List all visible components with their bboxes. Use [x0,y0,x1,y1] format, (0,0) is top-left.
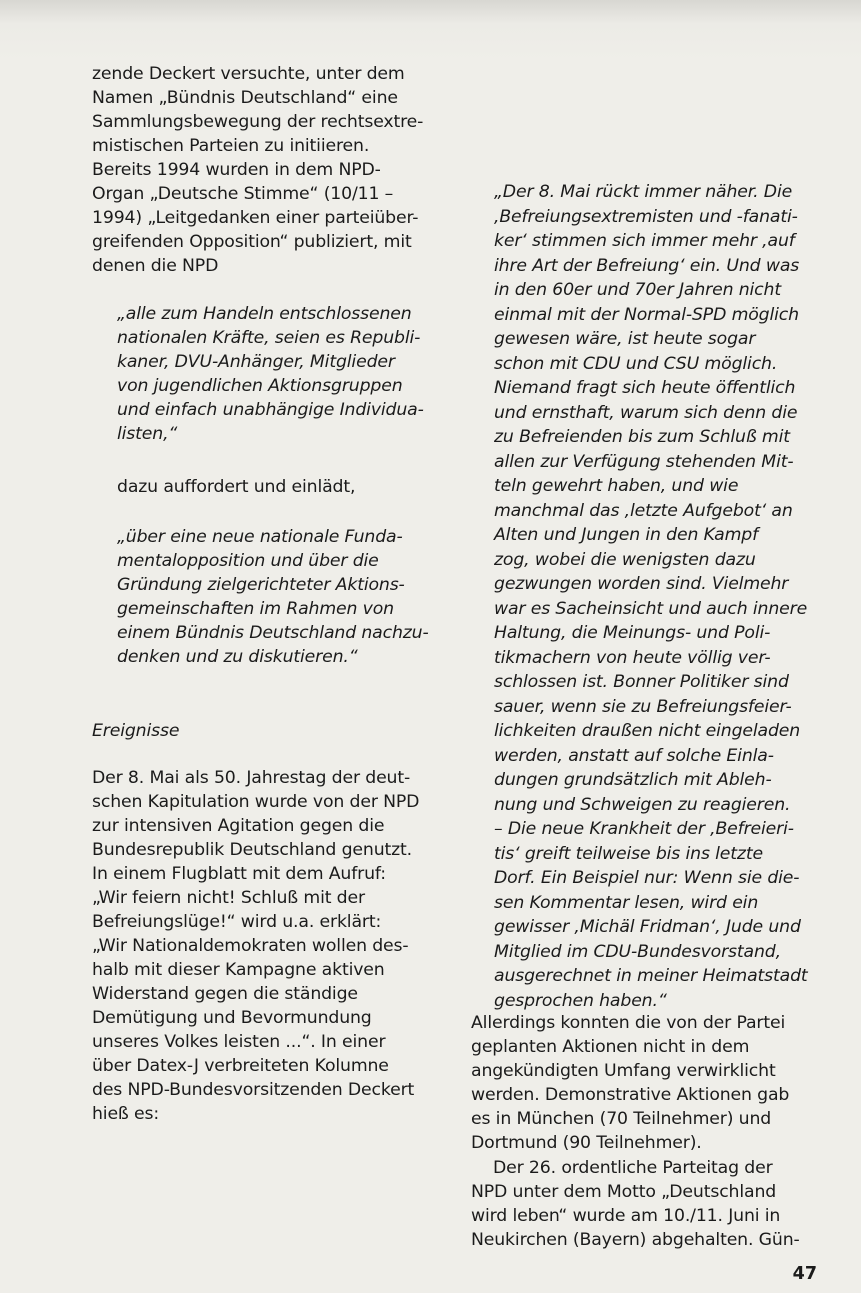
text-line: greifenden Opposition“ publiziert, mit [92,232,412,252]
quote-line: lichkeiten draußen nicht eingeladen [494,721,801,741]
quote-line: teln gewehrt haben, und wie [494,476,739,496]
left-column [92,0,452,1293]
quote-line: sauer, wenn sie zu Befreiungsfeier- [494,696,792,717]
quote-line: sen Kommentar lesen, wird ein [494,892,759,913]
quote-line: Alten und Jungen in den Kampf [494,525,759,545]
text-line: schen Kapitulation wurde von der NPD [92,792,420,812]
text-line: Organ „Deutsche Stimme“ (10/11 – [92,184,394,204]
quote-line: ‚Befreiungsextremisten und -fanati- [494,206,798,227]
text-line: Namen „Bündnis Deutschland“ eine [92,88,398,108]
right-column [471,0,831,1293]
text-line: Demütigung und Bevormundung [92,1008,372,1028]
text-line: Der 8. Mai als 50. Jahrestag der deut- [92,768,411,788]
quote-line: nung und Schweigen zu reagieren. [494,794,791,815]
text-line: Allerdings konnten die von der Partei [471,1013,786,1033]
quote-line: Haltung, die Meinungs- und Poli- [494,623,771,643]
quote-line: ihre Art der Befreiung‘ ein. Und was [494,255,800,276]
text-line: unseres Volkes leisten ...“. In einer [92,1032,386,1052]
quote-line: und einfach unabhängige Individua- [117,400,424,420]
quote-line: „alle zum Handeln entschlossenen [117,304,412,324]
quote-line: und ernsthaft, warum sich denn die [494,402,798,423]
quote-line: mentalopposition und über die [117,551,379,571]
quote-line: war es Sacheinsicht und auch innere [494,598,808,619]
quote-line: einem Bündnis Deutschland nachzu- [117,623,429,643]
text-line: hieß es: [92,1104,160,1124]
quote-line: Gründung zielgerichteter Aktions- [117,575,405,595]
quote-line: listen,“ [117,424,178,444]
text-line: Bundesrepublik Deutschland genutzt. [92,840,413,860]
text-line: In einem Flugblatt mit dem Aufruf: [92,864,386,884]
text-line: „Wir Nationaldemokraten wollen des- [92,936,409,956]
quote-line: „Der 8. Mai rückt immer näher. Die [494,182,793,202]
quote-line: – Die neue Krankheit der ‚Befreieri- [494,819,794,839]
text-line: geplanten Aktionen nicht in dem [471,1037,750,1057]
quote-line: nationalen Kräfte, seien es Republi- [117,328,421,348]
text-line: zur intensiven Agitation gegen die [92,816,385,836]
quote-line: ker‘ stimmen sich immer mehr ‚auf [494,231,795,251]
text-line: denen die NPD [92,256,219,276]
quote-line: zog, wobei die wenigsten dazu [494,549,756,570]
quote-line: von jugendlichen Aktionsgruppen [117,376,403,396]
quote-line: einmal mit der Normal-SPD möglich [494,304,799,325]
text-line: Bereits 1994 wurden in dem NPD- [92,160,381,180]
text-line: Widerstand gegen die ständige [92,984,358,1004]
text-line: halb mit dieser Kampagne aktiven [92,960,385,980]
quote-line: gewesen wäre, ist heute sogar [494,329,756,349]
quote-line: ausgerechnet in meiner Heimatstadt [494,966,808,986]
text-line: Sammlungsbewegung der rechtsextre- [92,112,424,132]
quote-line: gemeinschaften im Rahmen von [117,599,394,619]
quote-line: zu Befreienden bis zum Schluß mit [494,427,790,447]
quote-line: dungen grundsätzlich mit Ableh- [494,770,772,790]
text-line: werden. Demonstrative Aktionen gab [471,1085,790,1105]
quote-line: werden, anstatt auf solche Einla- [494,745,774,766]
text-line: Der 26. ordentliche Parteitag der [493,1158,773,1178]
quote-line: in den 60er und 70er Jahren nicht [494,280,781,300]
text-line: „Wir feiern nicht! Schluß mit der [92,888,365,908]
page-number: 47 [792,1264,817,1284]
quote-line: Dorf. Ein Beispiel nur: Wenn sie die- [494,868,800,888]
quote-line: schlossen ist. Bonner Politiker sind [494,672,789,692]
quote-line: denken und zu diskutieren.“ [117,647,358,667]
section-heading: Ereignisse [92,721,180,741]
quote-line: tikmachern von heute völlig ver- [494,647,771,668]
text-line: zende Deckert versuchte, unter dem [92,64,405,84]
quote-line: Niemand fragt sich heute öffentlich [494,378,796,398]
quote-line: kaner, DVU-Anhänger, Mitglieder [117,352,395,372]
text-line: des NPD-Bundesvorsitzenden Deckert [92,1080,415,1100]
text-line: mistischen Parteien zu initiieren. [92,136,370,156]
quote-line: gesprochen haben.“ [494,990,667,1011]
text-line: wird leben“ wurde am 10./11. Juni in [471,1206,781,1226]
text-line: Dortmund (90 Teilnehmer). [471,1133,702,1153]
quote-line: schon mit CDU und CSU möglich. [494,353,778,374]
quote-line: Mitglied im CDU-Bundesvorstand, [494,941,781,962]
mid-text: dazu auffordert und einlädt, [117,477,356,497]
text-line: es in München (70 Teilnehmer) und [471,1109,772,1129]
text-line: Befreiungslüge!“ wird u.a. erklärt: [92,912,382,932]
quote-line: manchmal das ‚letzte Aufgebot‘ an [494,500,793,521]
text-line: Neukirchen (Bayern) abgehalten. Gün- [471,1230,800,1250]
quote-line: allen zur Verfügung stehenden Mit- [494,451,794,472]
text-line: NPD unter dem Motto „Deutschland [471,1182,777,1202]
quote-line: gezwungen worden sind. Vielmehr [494,574,789,594]
quote-line: „über eine neue nationale Funda- [117,527,403,547]
text-line: 1994) „Leitgedanken einer parteiüber- [92,208,419,228]
text-line: angekündigten Umfang verwirklicht [471,1061,776,1081]
text-line: über Datex-J verbreiteten Kolumne [92,1056,389,1076]
quote-line: tis‘ greift teilweise bis ins letzte [494,843,763,864]
quote-line: gewisser ‚Michäl Fridman‘, Jude und [494,917,801,937]
